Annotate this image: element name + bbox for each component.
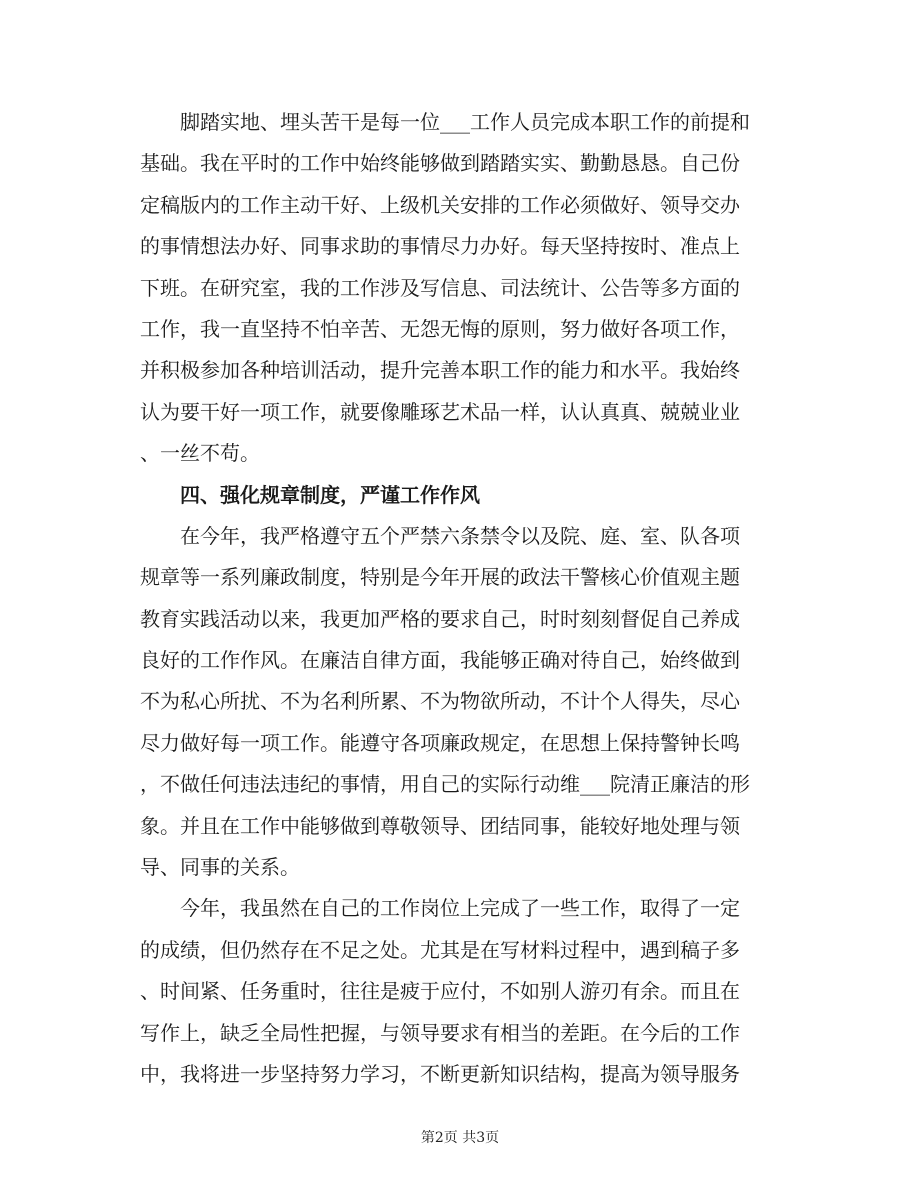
paragraph-line: 今年，我虽然在自己的工作岗位上完成了一些工作，取得了一定 — [140, 896, 740, 921]
document-body — [140, 102, 790, 1095]
paragraph-line: 写作上，缺乏全局性把握，与领导要求有相当的差距。在今后的工作 — [140, 1020, 740, 1045]
section-heading: 四、强化规章制度，严谨工作作风 — [140, 482, 480, 507]
paragraph-line: 工作，我一直坚持不怕辛苦、无怨无悔的原则，努力做好各项工作， — [140, 316, 740, 341]
paragraph-line: ，不做任何违法违纪的事情，用自己的实际行动维___院清正廉洁的形 — [140, 772, 750, 797]
paragraph-line: 并积极参加各种培训活动，提升完善本职工作的能力和水平。我始终 — [140, 358, 740, 383]
paragraph-line: 象。并且在工作中能够做到尊敬领导、团结同事，能较好地处理与领 — [140, 813, 740, 838]
paragraph-line: 良好的工作作风。在廉洁自律方面，我能够正确对待自己，始终做到 — [140, 648, 740, 673]
paragraph-line: 尽力做好每一项工作。能遵守各项廉政规定，在思想上保持警钟长鸣 — [140, 730, 740, 755]
paragraph-line: 定稿版内的工作主动干好、上级机关安排的工作必须做好、领导交办 — [140, 192, 740, 217]
paragraph-line: 在今年，我严格遵守五个严禁六条禁令以及院、庭、室、队各项 — [140, 523, 740, 548]
paragraph-line: 规章等一系列廉政制度，特别是今年开展的政法干警核心价值观主题 — [140, 565, 740, 590]
paragraph-line: 中，我将进一步坚持努力学习，不断更新知识结构，提高为领导服务 — [140, 1061, 740, 1086]
paragraph-line: 不为私心所扰、不为名利所累、不为物欲所动，不计个人得失，尽心 — [140, 689, 740, 714]
paragraph-line: 、一丝不苟。 — [140, 441, 260, 466]
paragraph-line: 、时间紧、任务重时，往往是疲于应付，不如别人游刃有余。而且在 — [140, 979, 740, 1004]
paragraph-line: 的事情想法办好、同事求助的事情尽力办好。每天坚持按时、准点上 — [140, 234, 740, 259]
paragraph-line: 导、同事的关系。 — [140, 855, 300, 880]
paragraph-line: 的成绩，但仍然存在不足之处。尤其是在写材料过程中，遇到稿子多 — [140, 937, 740, 962]
paragraph-line: 认为要干好一项工作，就要像雕琢艺术品一样，认认真真、兢兢业业 — [140, 399, 740, 424]
paragraph-line: 脚踏实地、埋头苦干是每一位___工作人员完成本职工作的前提和 — [140, 110, 750, 134]
page-number-footer: 第2页 共3页 — [420, 1130, 500, 1146]
paragraph-line: 基础。我在平时的工作中始终能够做到踏踏实实、勤勤恳恳。自己份 — [140, 151, 740, 176]
paragraph-line: 教育实践活动以来，我更加严格的要求自己，时时刻刻督促自己养成 — [140, 606, 740, 631]
paragraph-line: 下班。在研究室，我的工作涉及写信息、司法统计、公告等多方面的 — [140, 275, 740, 300]
